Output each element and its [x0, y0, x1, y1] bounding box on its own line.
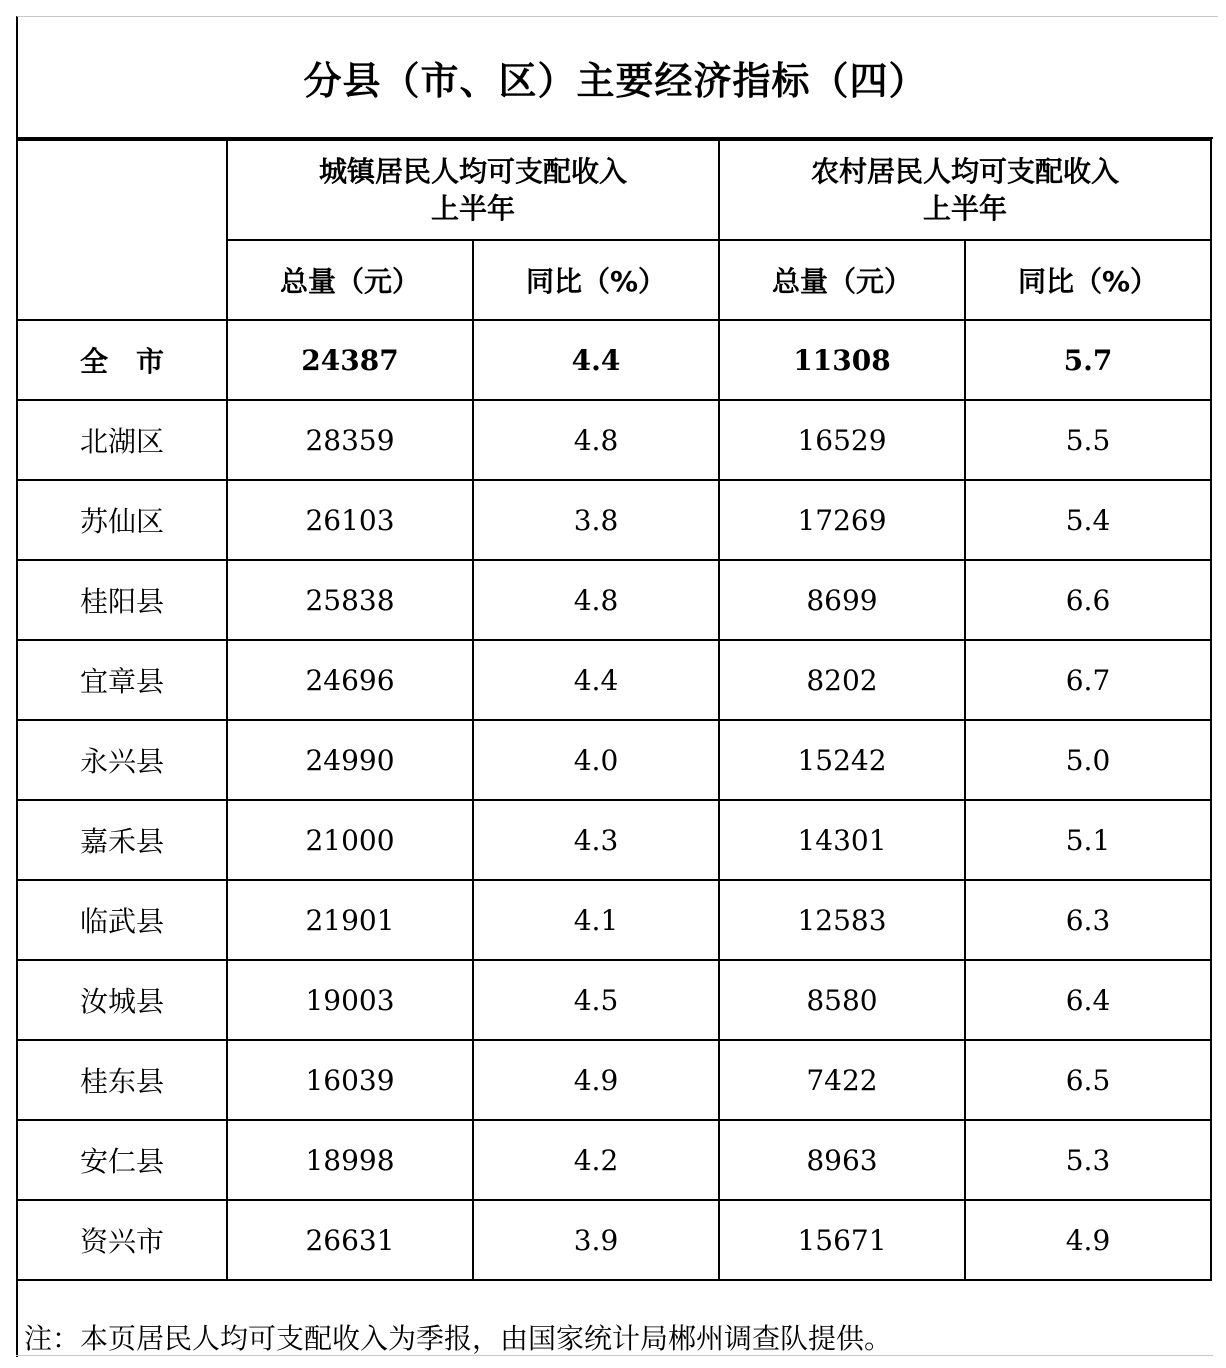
urban-yoy-cell: 4.0 — [473, 720, 719, 800]
rural-total-cell: 12583 — [719, 880, 965, 960]
header-row-groups — [17, 140, 1211, 240]
rural-yoy-cell: 6.3 — [965, 880, 1211, 960]
rural-yoy-cell: 5.3 — [965, 1120, 1211, 1200]
rural-total-cell: 15671 — [719, 1200, 965, 1280]
urban-total-cell: 24696 — [227, 640, 473, 720]
urban-yoy-cell: 4.9 — [473, 1040, 719, 1120]
urban-yoy-cell: 4.5 — [473, 960, 719, 1040]
rural-yoy-cell: 6.4 — [965, 960, 1211, 1040]
urban-total-cell: 21901 — [227, 880, 473, 960]
rural-total-cell: 7422 — [719, 1040, 965, 1120]
region-cell: 永兴县 — [17, 720, 227, 800]
spreadsheet-page — [16, 16, 1218, 1357]
rural-yoy-cell: 5.4 — [965, 480, 1211, 560]
header-corner-cell — [17, 140, 227, 320]
urban-total-cell: 25838 — [227, 560, 473, 640]
urban-yoy-cell: 4.4 — [473, 640, 719, 720]
region-cell: 嘉禾县 — [17, 800, 227, 880]
table-row — [17, 560, 1211, 640]
urban-total-header: 总量（元） — [227, 240, 473, 320]
rural-yoy-cell: 5.0 — [965, 720, 1211, 800]
table-row — [17, 1040, 1211, 1120]
rural-income-header — [719, 140, 1211, 240]
region-cell: 安仁县 — [17, 1120, 227, 1200]
urban-yoy-header: 同比（%） — [473, 240, 719, 320]
rural-yoy-cell: 6.7 — [965, 640, 1211, 720]
sheet-bottom-border — [16, 1355, 1213, 1356]
table-row — [17, 640, 1211, 720]
table-title: 分县（市、区）主要经济指标（四） — [18, 17, 1213, 139]
urban-yoy-cell: 4.8 — [473, 400, 719, 480]
region-cell: 汝城县 — [17, 960, 227, 1040]
region-cell: 资兴市 — [17, 1200, 227, 1280]
urban-yoy-cell: 3.8 — [473, 480, 719, 560]
urban-yoy-cell: 4.2 — [473, 1120, 719, 1200]
urban-income-header — [227, 140, 719, 240]
rural-total-cell: 8202 — [719, 640, 965, 720]
urban-total-cell: 26103 — [227, 480, 473, 560]
table-row-total — [17, 320, 1211, 400]
table-row — [17, 1120, 1211, 1200]
table-body — [17, 140, 1211, 1280]
rural-yoy-cell: 5.7 — [965, 320, 1211, 400]
urban-yoy-cell: 4.4 — [473, 320, 719, 400]
urban-income-period: 上半年 — [430, 192, 515, 225]
table-row — [17, 960, 1211, 1040]
urban-yoy-cell: 4.1 — [473, 880, 719, 960]
table-row — [17, 1200, 1211, 1280]
region-cell: 苏仙区 — [17, 480, 227, 560]
urban-total-cell: 16039 — [227, 1040, 473, 1120]
region-cell: 全 市 — [17, 320, 227, 400]
table-row — [17, 880, 1211, 960]
rural-total-header: 总量（元） — [719, 240, 965, 320]
rural-total-cell: 17269 — [719, 480, 965, 560]
rural-total-cell: 8580 — [719, 960, 965, 1040]
rural-yoy-header: 同比（%） — [965, 240, 1211, 320]
urban-total-cell: 28359 — [227, 400, 473, 480]
rural-total-cell: 8699 — [719, 560, 965, 640]
rural-income-period: 上半年 — [922, 192, 1007, 225]
rural-yoy-cell: 4.9 — [965, 1200, 1211, 1280]
urban-total-cell: 19003 — [227, 960, 473, 1040]
region-cell: 桂阳县 — [17, 560, 227, 640]
urban-yoy-cell: 4.8 — [473, 560, 719, 640]
rural-total-cell: 14301 — [719, 800, 965, 880]
rural-yoy-cell: 5.1 — [965, 800, 1211, 880]
region-cell: 临武县 — [17, 880, 227, 960]
urban-total-cell: 26631 — [227, 1200, 473, 1280]
urban-total-cell: 24990 — [227, 720, 473, 800]
region-cell: 宜章县 — [17, 640, 227, 720]
rural-yoy-cell: 6.6 — [965, 560, 1211, 640]
urban-total-cell: 24387 — [227, 320, 473, 400]
rural-total-cell: 8963 — [719, 1120, 965, 1200]
rural-total-cell: 11308 — [719, 320, 965, 400]
rural-yoy-cell: 6.5 — [965, 1040, 1211, 1120]
rural-total-cell: 16529 — [719, 400, 965, 480]
economic-indicators-table — [16, 139, 1212, 1281]
table-row — [17, 800, 1211, 880]
urban-income-title: 城镇居民人均可支配收入 — [318, 155, 627, 188]
rural-total-cell: 15242 — [719, 720, 965, 800]
region-cell: 北湖区 — [17, 400, 227, 480]
table-row — [17, 400, 1211, 480]
region-cell: 桂东县 — [17, 1040, 227, 1120]
urban-total-cell: 18998 — [227, 1120, 473, 1200]
urban-total-cell: 21000 — [227, 800, 473, 880]
footnote: 注：本页居民人均可支配收入为季报，由国家统计局郴州调查队提供。 — [24, 1322, 893, 1355]
rural-income-title: 农村居民人均可支配收入 — [810, 155, 1119, 188]
rural-yoy-cell: 5.5 — [965, 400, 1211, 480]
table-row — [17, 720, 1211, 800]
urban-yoy-cell: 4.3 — [473, 800, 719, 880]
table-row — [17, 480, 1211, 560]
urban-yoy-cell: 3.9 — [473, 1200, 719, 1280]
